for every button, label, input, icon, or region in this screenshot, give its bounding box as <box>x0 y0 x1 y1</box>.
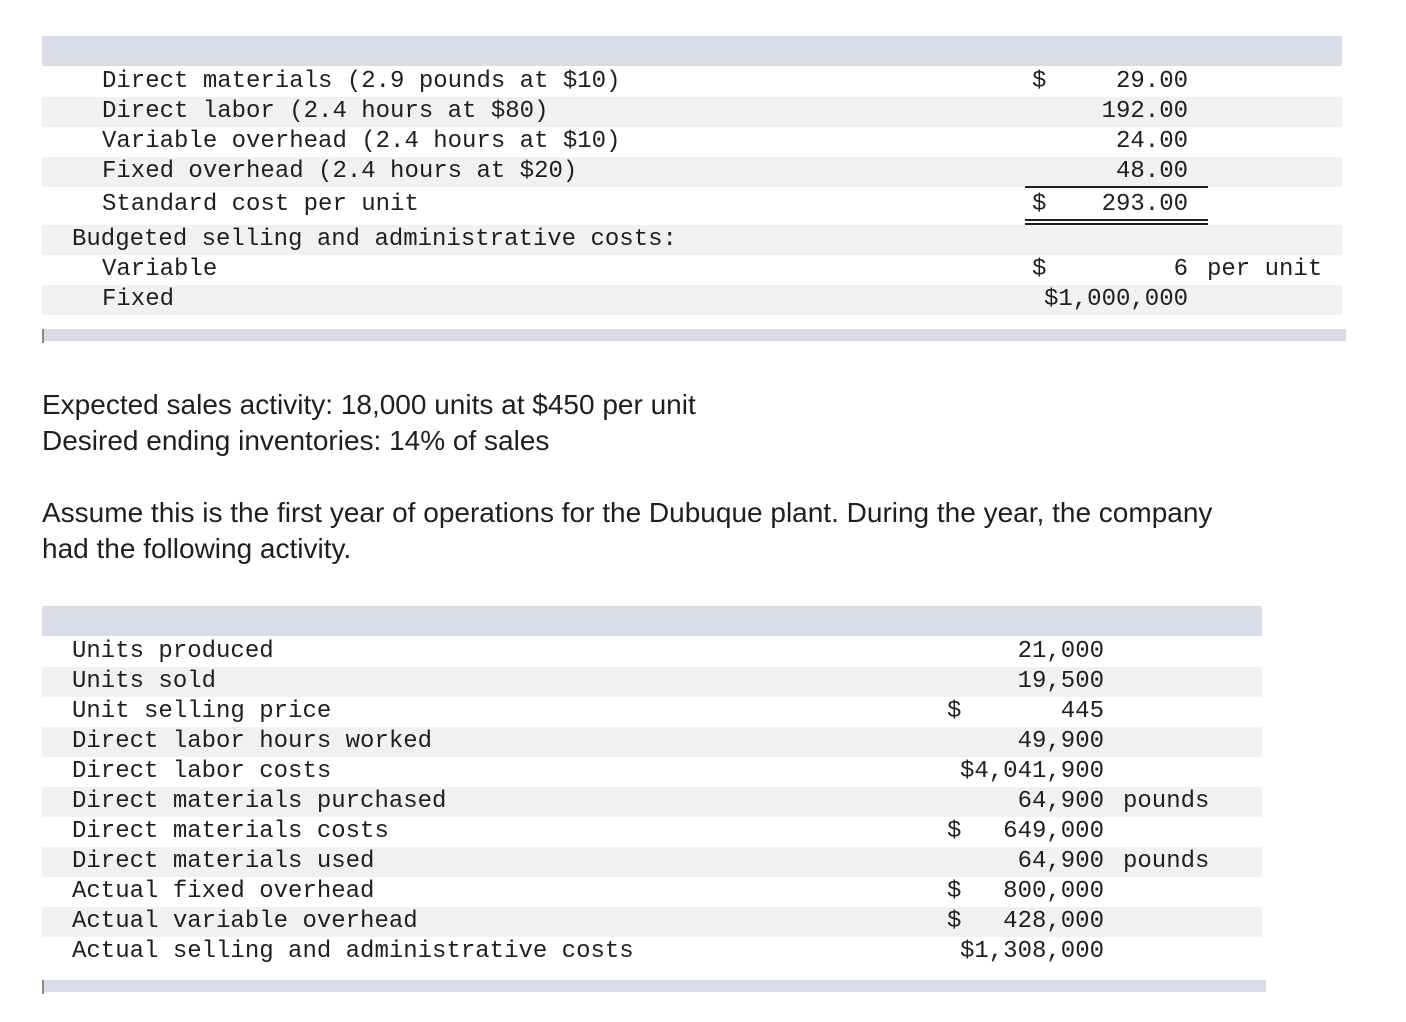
subtotal-rule <box>1025 186 1208 188</box>
row-label: Actual variable overhead <box>72 908 418 935</box>
table-row <box>42 817 1262 847</box>
currency-symbol: $ <box>1032 191 1047 218</box>
row-value: 49,900 <box>1017 728 1104 755</box>
row-value: 64,900 <box>1017 788 1104 815</box>
row-label: Unit selling price <box>72 698 332 725</box>
row-value: 192.00 <box>1101 98 1188 125</box>
currency-symbol: $ <box>947 908 962 935</box>
total-label: Standard cost per unit <box>102 191 419 218</box>
row-label: Fixed overhead (2.4 hours at $20) <box>102 158 578 185</box>
table-row <box>42 877 1262 907</box>
row-label: Direct materials used <box>72 848 375 875</box>
row-label: Variable <box>102 256 218 283</box>
table-footer-tick <box>42 329 44 343</box>
currency-symbol: $ <box>947 698 962 725</box>
table-row <box>42 727 1262 757</box>
currency-symbol: $ <box>1032 256 1047 283</box>
table-row <box>42 757 1262 787</box>
total-value: 293.00 <box>1101 191 1188 218</box>
row-label: Units produced <box>72 638 274 665</box>
table-header-bar <box>42 606 1262 636</box>
row-value: 6 <box>1173 256 1188 283</box>
desired-inventories-line: Desired ending inventories: 14% of sales <box>42 425 550 456</box>
row-value: 24.00 <box>1115 128 1188 155</box>
currency-symbol: $ <box>947 818 962 845</box>
table-row <box>42 67 1342 97</box>
table-row <box>42 937 1262 967</box>
row-value: $1,000,000 <box>1043 286 1188 313</box>
row-label: Units sold <box>72 668 217 695</box>
row-unit: pounds <box>1123 848 1210 875</box>
row-value: 649,000 <box>1003 818 1104 845</box>
currency-symbol: $ <box>947 878 962 905</box>
row-label: Variable overhead (2.4 hours at $10) <box>102 128 621 155</box>
double-rule-top <box>1025 219 1208 221</box>
row-label: Direct materials costs <box>72 818 389 845</box>
row-value: $1,308,000 <box>959 938 1104 965</box>
table-row <box>42 255 1342 285</box>
row-label: Fixed <box>102 286 175 313</box>
row-value: 21,000 <box>1017 638 1104 665</box>
row-suffix: per unit <box>1207 256 1323 283</box>
paragraph-line-1: Assume this is the first year of operations for the Dubuque plant. During the year, the company <box>42 497 1213 528</box>
row-value: 445 <box>1060 698 1104 725</box>
table-footer-bar <box>42 329 1346 341</box>
row-label: Actual selling and administrative costs <box>72 938 634 965</box>
row-label: Direct labor hours worked <box>72 728 433 755</box>
section-heading-row <box>42 225 1342 255</box>
row-unit: pounds <box>1123 788 1210 815</box>
row-value: 428,000 <box>1003 908 1104 935</box>
paragraph-line-2: had the following activity. <box>42 533 352 564</box>
section-heading: Budgeted selling and administrative costs: <box>72 226 677 253</box>
table-row <box>42 285 1342 315</box>
table-row <box>42 637 1262 667</box>
expected-sales-line: Expected sales activity: 18,000 units at $450 per unit <box>42 389 696 420</box>
table-row <box>42 127 1342 157</box>
table-row <box>42 847 1262 877</box>
row-label: Direct labor (2.4 hours at $80) <box>102 98 549 125</box>
currency-symbol: $ <box>1032 68 1047 95</box>
table-row <box>42 697 1262 727</box>
table-header-bar <box>42 36 1342 66</box>
table-footer-tick <box>42 980 44 994</box>
table-row <box>42 787 1262 817</box>
table-row <box>42 97 1342 127</box>
row-label: Direct materials (2.9 pounds at $10) <box>102 68 621 95</box>
row-value: 48.00 <box>1115 158 1188 185</box>
table-row <box>42 907 1262 937</box>
table-row <box>42 157 1342 187</box>
row-value: 64,900 <box>1017 848 1104 875</box>
row-label: Direct labor costs <box>72 758 332 785</box>
row-value: $4,041,900 <box>959 758 1104 785</box>
table-row <box>42 667 1262 697</box>
row-label: Direct materials purchased <box>72 788 447 815</box>
table-footer-bar <box>42 980 1266 992</box>
row-value: 29.00 <box>1115 68 1188 95</box>
row-label: Actual fixed overhead <box>72 878 375 905</box>
row-value: 800,000 <box>1003 878 1104 905</box>
total-row <box>42 190 1342 220</box>
row-value: 19,500 <box>1017 668 1104 695</box>
